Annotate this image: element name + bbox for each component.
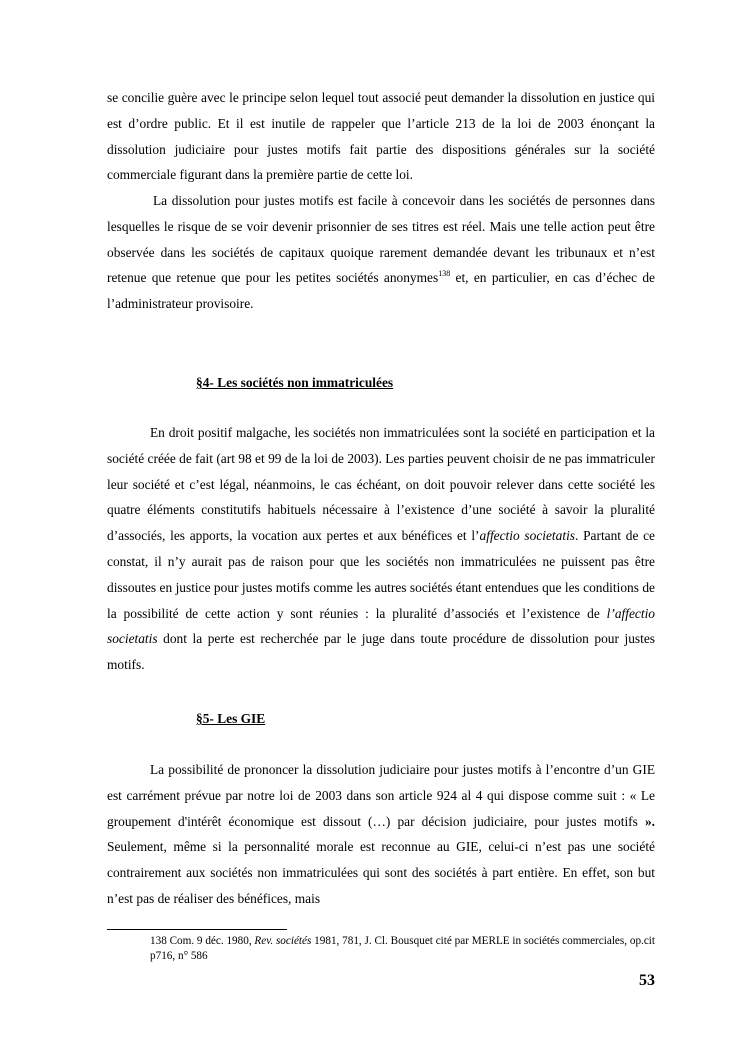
paragraph-dissolution-text-end: et, en particulier, en cas d’échec de l’administrateur provisoire. (107, 270, 655, 312)
paragraph-gie (107, 757, 655, 912)
footnote (150, 934, 655, 964)
paragraph-dissolution-text: La dissolution pour justes motifs est facile à concevoir dans les sociétés de personnes dans lesquelles le risque de se voir devenir prisonnier de ses titres est réel. Mais une telle action peut être observée dans les sociétés de capitaux quoique rarement demandée devant les tribunaux et n’est retenue que retenue que pour les petites sociétés anonymes (107, 193, 655, 286)
italic-term: affectio societatis (479, 528, 576, 544)
footnote-separator (107, 929, 287, 930)
footnote-text: 138 Com. 9 déc. 1980, (150, 935, 255, 947)
footnote-text: 1981, 781, J. Cl. Bousquet cité par MERLE in sociétés commerciales, op.cit p716, n° 586 (150, 935, 656, 962)
section-heading-5: §5- Les GIE (196, 711, 266, 726)
paragraph-intro-text: se concilie guère avec le principe selon lequel tout associé peut demander la dissolution en justice qui est d’ordre public. Et il est inutile de rappeler que l’article 213 de la loi de 2003 énonçant la dissolution judiciaire pour justes motifs fait partie des dispositions générales sur la société commerciale figurant dans la première partie de cette loi. (107, 90, 655, 183)
paragraph-text: dont la perte est recherchée par le juge dans toute procédure de dissolution pour justes motifs. (107, 631, 655, 673)
footnote-reference[interactable]: 138 (438, 269, 451, 279)
footnote-italic: Rev. sociétés (254, 935, 312, 947)
paragraph-dissolution (107, 188, 655, 317)
paragraph-text: . Partant de ce constat, il n’y aurait pas de raison pour que les sociétés non immatriculées ne puissent pas être dissoutes en justice pour justes motifs comme les autres sociétés étant entendues que les conditions de la possibilité de cette action y sont réunies : la pluralité d’associés et l’existence de (107, 528, 656, 621)
paragraph-text: En droit positif malgache, les sociétés non immatriculées sont la société en participation et la société créée de fait (art 98 et 99 de la loi de 2003). Les parties peuvent choisir de ne pas immatriculer leur société et c’est légal, néanmoins, le cas échéant, on doit pouvoir relever dans cette société les quatre éléments constitutifs habituels nécessaire à l’existence d’une société à savoir la pluralité d’associés, les apports, la vocation aux pertes et aux bénéfices et l’ (107, 425, 655, 544)
page-number: 53 (639, 972, 655, 989)
paragraph-text: Seulement, même si la personnalité morale est reconnue au GIE, celui-ci n’est pas une société contrairement aux sociétés non immatriculées qui sont des sociétés à part entière. En effet, son but n’est pas de réaliser des bénéfices, mais (107, 839, 655, 906)
section-heading-4: §4- Les sociétés non immatriculées (196, 375, 394, 390)
paragraph-text: La possibilité de prononcer la dissolution judiciaire pour justes motifs à l’encontre d’un GIE est carrément prévue par notre loi de 2003 dans son article 924 al 4 qui dispose comme suit : « Le groupement d'intérêt économique est dissout (…) par décision judiciaire, pour justes motifs (107, 762, 655, 829)
closing-quote: ». (644, 813, 655, 829)
paragraph-intro (107, 85, 655, 188)
italic-term: l’affectio societatis (107, 605, 655, 647)
paragraph-non-registered (107, 420, 655, 678)
